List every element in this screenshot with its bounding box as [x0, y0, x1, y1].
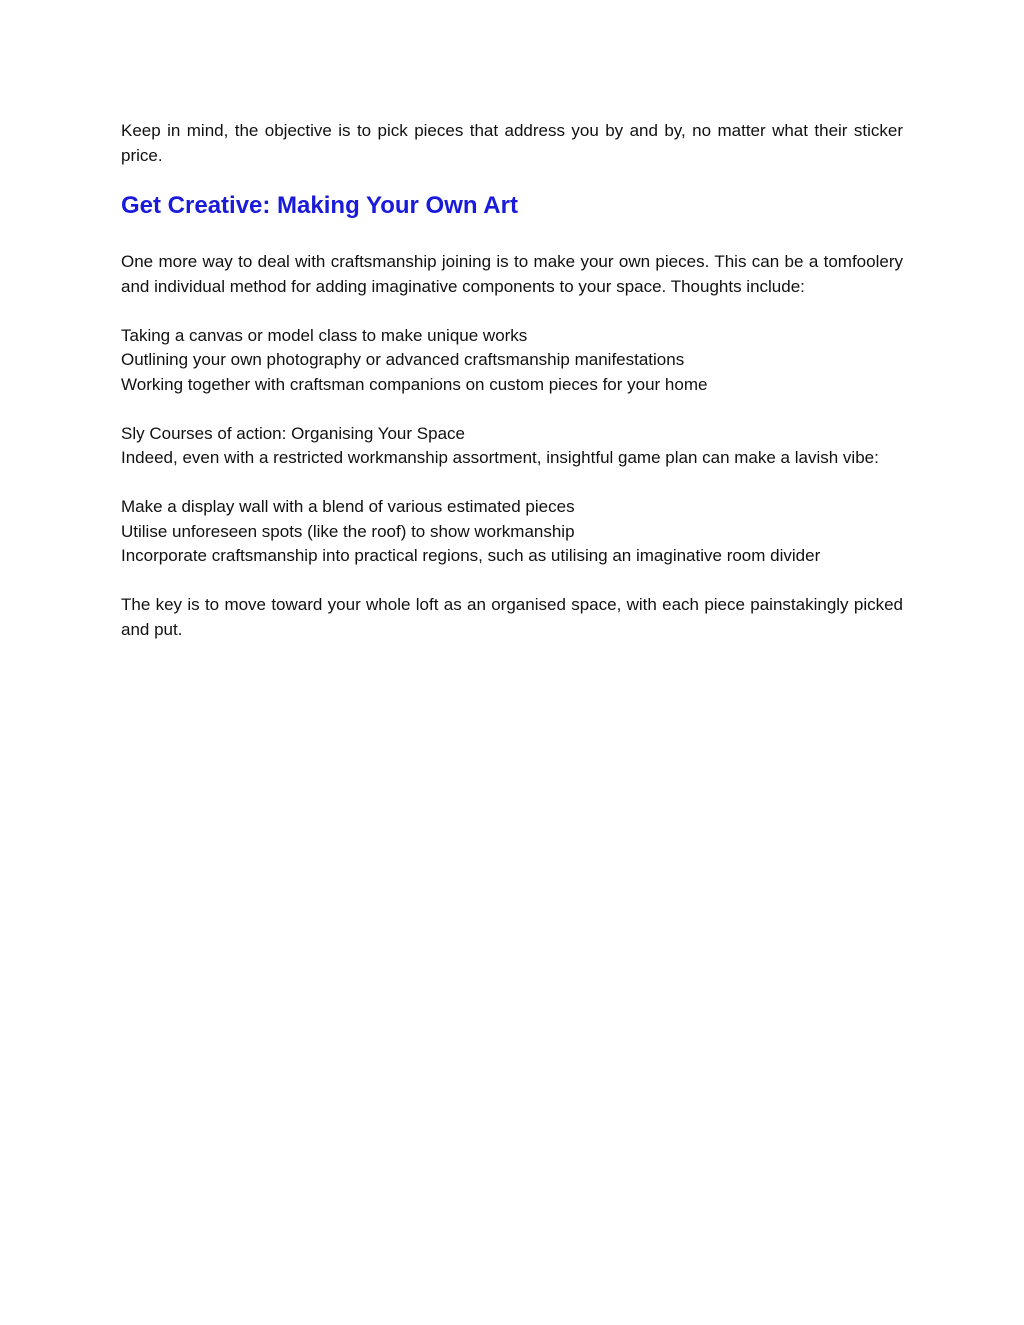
- list-item: Taking a canvas or model class to make unique works: [121, 325, 528, 345]
- arrangement-subheading: Sly Courses of action: Organising Your Space: [121, 423, 465, 443]
- section-heading: Get Creative: Making Your Own Art: [121, 192, 518, 219]
- list-item: Working together with craftsman companions on custom pieces for your home: [121, 374, 708, 394]
- list-item: Make a display wall with a blend of various estimated pieces: [121, 497, 575, 516]
- arrangement-paragraph: Indeed, even with a restricted workmanship assortment, insightful game plan can make a lavish vibe:: [121, 448, 879, 467]
- list-item: Incorporate craftsmanship into practical regions, such as utilising an imaginative room divider: [121, 546, 821, 565]
- ideas-list: [121, 324, 903, 398]
- list-item: Utilise unforeseen spots (like the roof) to show workmanship: [121, 521, 575, 541]
- intro-paragraph: Keep in mind, the objective is to pick pieces that address you by and by, no matter what their sticker price.: [121, 121, 903, 165]
- arrangement-list: [121, 495, 903, 569]
- document-page: [121, 119, 903, 642]
- create-paragraph: One more way to deal with craftsmanship joining is to make your own pieces. This can be a tomfoolery and individual method for adding imaginative components to your space. Thoughts include:: [121, 252, 903, 296]
- closing-paragraph: The key is to move toward your whole loft as an organised space, with each piece painstakingly picked and put.: [121, 595, 903, 639]
- list-item: Outlining your own photography or advanced craftsmanship manifestations: [121, 350, 685, 369]
